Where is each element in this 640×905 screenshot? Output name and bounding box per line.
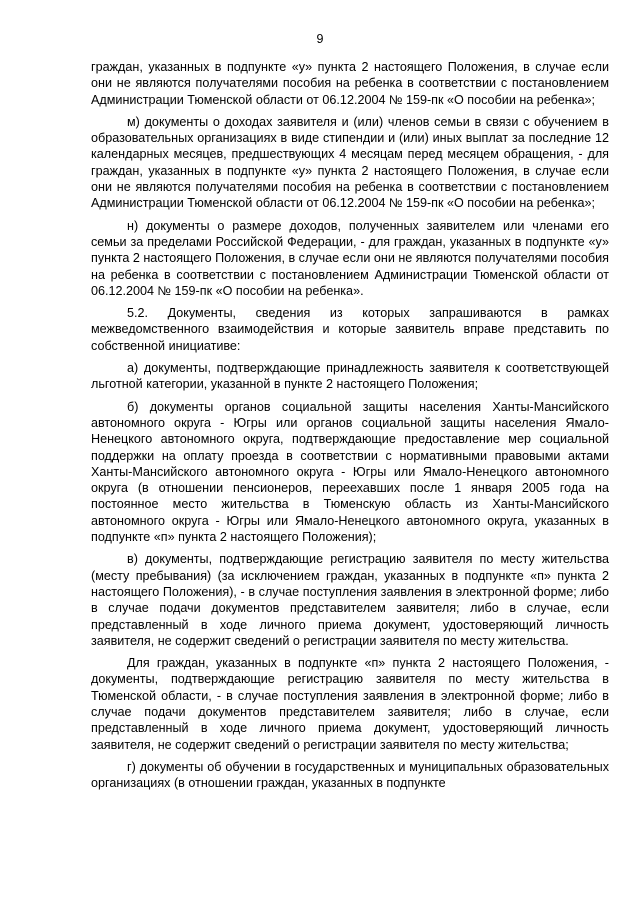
paragraph-item-v-note: Для граждан, указанных в подпункте «п» пункта 2 настоящего Положения, - документы, подтверждающие регистрацию заявителя по месту жительства в Тюменской области, - в случае поступления заявления в электронной форме; либо в случае подачи документов представителем заявителя; либо в случае, если представленный в ходе личного приема документ, удостоверяющий личность заявителя, не содержит сведений о регистрации заявителя по месту жительства; [91,656,609,752]
paragraph-item-g: г) документы об обучении в государственных и муниципальных образовательных организациях (в отношении граждан, указанных в подпункте [91,759,609,791]
paragraph-item-v: в) документы, подтверждающие регистрацию заявителя по месту жительства (месту пребывания) (за исключением граждан, указанных в подпункте «п» пункта 2 настоящего Положения), - в случае поступления заявления в электронной форме; либо в случае подачи документов представителем заявителя; либо в случае, если представленный в ходе личного приема документ, удостоверяющий личность заявителя, не содержит сведений о регистрации заявителя по месту жительства. [91,552,609,648]
paragraph-item-n: н) документы о размере доходов, полученных заявителем или членами его семьи за пределами Российской Федерации, - для граждан, указанных в подпункте «у» пункта 2 настоящего Положения, в случае если они не являются получателями пособия на ребенка в соответствии с постановлением Администрации Тюменской области от 06.12.2004 № 159-пк «О пособии на ребенка». [91,218,609,298]
paragraph-item-b: б) документы органов социальной защиты населения Ханты-Мансийского автономного округа - Югры или органов социальной защиты населения Ямало-Ненецкого автономного округа, подтверждающие предоставление мер социальной поддержки на оплату проезда в соответствии с нормативными правовыми актами Ханты-Мансийского автономного округа - Югры или Ямало-Ненецкого автономного округа (в отношении пенсионеров, переехавших после 1 января 2005 года на постоянное место жительства в Тюменскую область из Ханты-Мансийского автономного округа - Югры или Ямало-Ненецкого автономного округа, указанных в подпункте «п» пункта 2 настоящего Положения); [91,399,609,545]
paragraph-item-m: м) документы о доходах заявителя и (или) членов семьи в связи с обучением в образовательных организациях в виде стипендии и (или) иных выплат за последние 12 календарных месяцев, предшествующих 4 месяцам перед месяцем обращения, - для граждан, указанных в подпункте «у» пункта 2 настоящего Положения, в случае если они не являются получателями пособия на ребенка в соответствии с постановлением Администрации Тюменской области от 06.12.2004 № 159-пк «О пособии на ребенка»; [91,114,609,211]
document-body [91,59,609,797]
paragraph-item-a: а) документы, подтверждающие принадлежность заявителя к соответствующей льготной категории, указанной в пункте 2 настоящего Положения; [91,361,609,392]
paragraph-clause-5-2: 5.2. Документы, сведения из которых запрашиваются в рамках межведомственного взаимодействия и которые заявитель вправе представить по собственной инициативе: [91,306,609,353]
paragraph-continuation: граждан, указанных в подпункте «у» пункта 2 настоящего Положения, в случае если они не являются получателями пособия на ребенка в соответствии с постановлением Администрации Тюменской области от 06.12.2004 № 159-пк «О пособии на ребенка»; [91,60,609,107]
page-number: 9 [316,32,324,46]
